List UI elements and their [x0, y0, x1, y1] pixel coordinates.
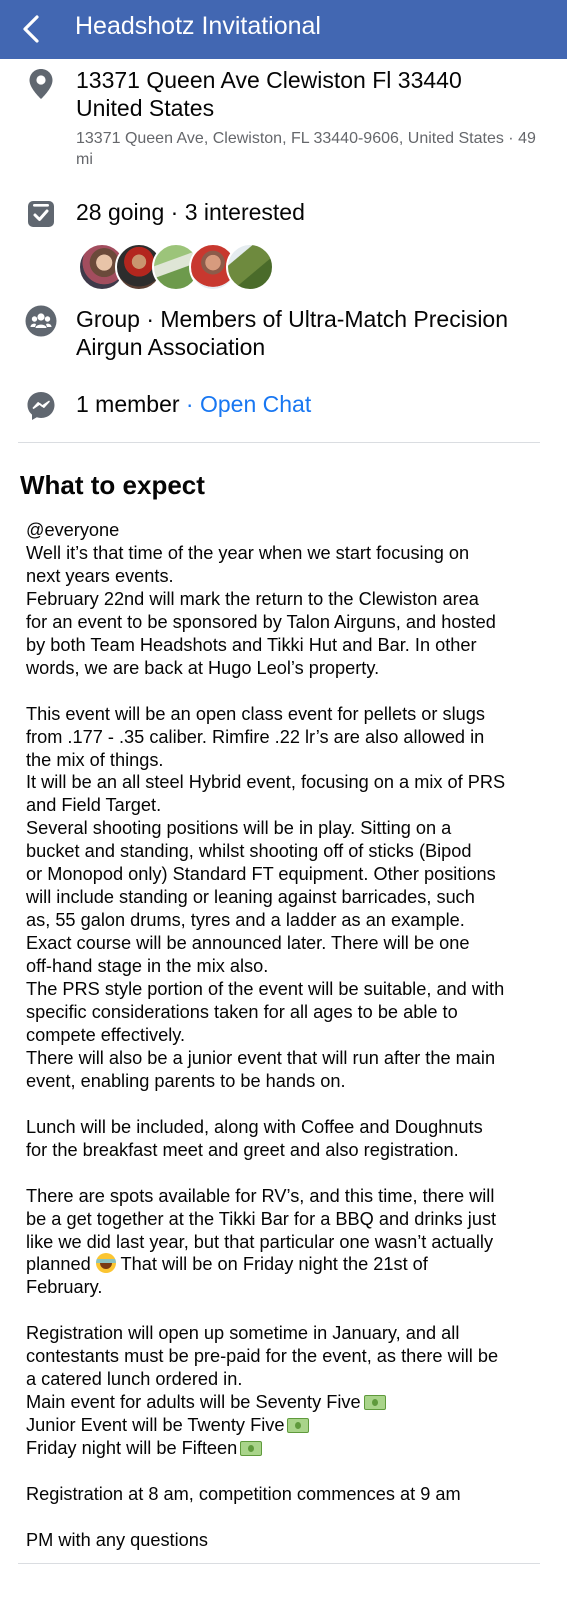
description-line: will include standing or leaning against barricades, such	[26, 887, 475, 908]
group-icon	[25, 305, 57, 337]
description-line: Lunch will be included, along with Coffee and Doughnuts	[26, 1116, 483, 1137]
description-line: off-hand stage in the mix also.	[26, 956, 269, 977]
location-country: United States	[76, 95, 215, 121]
description-line: Exact course will be announced later. There will be one	[26, 933, 470, 954]
calendar-check-icon	[27, 200, 55, 228]
money-emoji-icon	[287, 1418, 309, 1433]
messenger-icon	[25, 390, 57, 422]
description-line	[26, 1093, 546, 1116]
description-line: @everyone	[26, 520, 120, 540]
description-line: Well it’s that time of the year when we start focusing on	[26, 542, 470, 563]
description-line: bucket and standing, whilst shooting off of sticks (Bipod	[26, 841, 472, 862]
chat-row	[0, 390, 567, 422]
description-line: February 22nd will mark the return to the Clewiston area	[26, 588, 479, 609]
attendance-count: 28 going · 3 interested	[76, 199, 305, 225]
description-line: planned That will be on Friday night the 21st of	[26, 1254, 428, 1275]
group-row[interactable]	[0, 305, 567, 361]
divider	[18, 1563, 540, 1564]
location-row[interactable]	[0, 66, 567, 170]
description-line: The PRS style portion of the event will be suitable, and with	[26, 979, 505, 1000]
description-line: a catered lunch ordered in.	[26, 1369, 243, 1390]
description-line: for an event to be sponsored by Talon Airguns, and hosted	[26, 611, 496, 632]
page-title: Headshotz Invitational	[75, 12, 321, 40]
description-line: and Field Target.	[26, 795, 162, 816]
money-emoji-icon	[240, 1441, 262, 1456]
description-line: This event will be an open class event for pellets or slugs	[26, 703, 485, 724]
laughing-emoji-icon	[96, 1253, 116, 1273]
section-title: What to expect	[20, 470, 205, 500]
description-line: Junior Event will be Twenty Five	[26, 1414, 546, 1437]
attendance-row[interactable]	[0, 198, 567, 228]
top-app-bar	[0, 0, 567, 59]
description-line: like we did last year, but that particular one wasn’t actually	[26, 1231, 494, 1252]
description-line: specific considerations taken for all ages to be able to	[26, 1002, 458, 1022]
description-line: by both Team Headshots and Tikki Hut and Bar. In other	[26, 634, 477, 655]
group-name-cont: Airgun Association	[76, 334, 266, 360]
description-line	[26, 1299, 546, 1322]
avatar[interactable]	[226, 243, 274, 291]
back-arrow-icon	[20, 14, 42, 46]
description-line	[26, 1506, 546, 1529]
location-distance: 49 mi	[76, 130, 536, 168]
attendee-avatars[interactable]	[78, 243, 263, 291]
description-line: from .177 - .35 caliber. Rimfire .22 lr’s are also allowed in	[26, 726, 485, 747]
description-line: next years events.	[26, 565, 174, 586]
chat-separator: ·	[179, 391, 200, 417]
description-line: It will be an all steel Hybrid event, focusing on a mix of PRS	[26, 772, 506, 793]
location-pin-icon	[28, 68, 54, 100]
description-line: Several shooting positions will be in play. Sitting on a	[26, 818, 452, 839]
open-chat-link[interactable]: Open Chat	[200, 391, 312, 417]
description-line: the mix of things.	[26, 749, 164, 770]
chat-member-count: 1 member	[76, 391, 180, 417]
description-line	[26, 1460, 546, 1483]
location-name: 13371 Queen Ave Clewiston Fl 33440	[76, 67, 462, 93]
chat-info	[76, 390, 547, 418]
description-line: or Monopod only) Standard FT equipment. Other positions	[26, 864, 496, 885]
back-button[interactable]	[0, 0, 62, 59]
description-line: contestants must be pre-paid for the event, as there will be	[26, 1346, 499, 1367]
description-line: February.	[26, 1277, 103, 1298]
description-line: There are spots available for RV’s, and this time, there will	[26, 1185, 495, 1206]
money-emoji-icon	[364, 1395, 386, 1410]
description-line: as, 55 galon drums, tyres and a ladder as an example.	[26, 910, 465, 931]
description-line: Registration will open up sometime in January, and all	[26, 1323, 460, 1344]
group-name: Group · Members of Ultra-Match Precision	[76, 306, 509, 332]
description-line	[26, 680, 546, 703]
description-line: Main event for adults will be Seventy Five	[26, 1391, 546, 1414]
description-line: There will also be a junior event that will run after the main	[26, 1047, 496, 1068]
description-line: Registration at 8 am, competition commences at 9 am	[26, 1483, 461, 1504]
description-line: Friday night will be Fifteen	[26, 1437, 546, 1460]
description-line: event, enabling parents to be hands on.	[26, 1070, 346, 1091]
description-line: for the breakfast meet and greet and also registration.	[26, 1139, 459, 1160]
description-line: words, we are back at Hugo Leol’s property.	[26, 657, 380, 678]
description-line: PM with any questions	[26, 1529, 208, 1550]
divider	[18, 442, 540, 443]
event-description	[26, 519, 546, 1552]
description-line: compete effectively.	[26, 1024, 186, 1045]
description-line	[26, 1162, 546, 1185]
location-address: 13371 Queen Ave, Clewiston, FL 33440-9606, United States · 49 mi	[76, 130, 536, 168]
description-line: be a get together at the Tikki Bar for a BBQ and drinks just	[26, 1208, 497, 1229]
